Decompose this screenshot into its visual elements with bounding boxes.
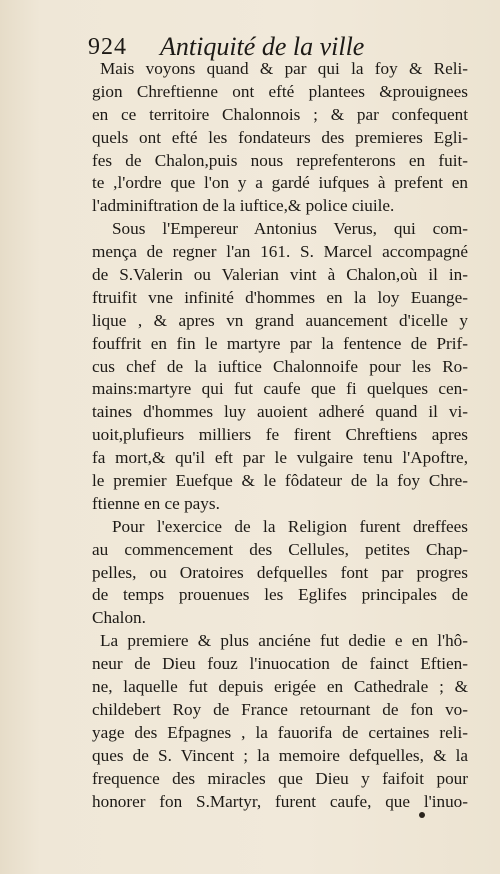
- text-line: yage des Efpagnes , la fauorifa de certaines reli-: [92, 722, 468, 742]
- text-line: l'adminiftration de la iuftice,& police ciuile.: [92, 196, 395, 216]
- text-line: Chalon.: [92, 608, 146, 628]
- text-line: de S.Valerin ou Valerian vint à Chalon,où il in-: [92, 265, 468, 285]
- text-line: Sous l'Empereur Antonius Verus, qui com-: [112, 219, 468, 239]
- text-line: uoit,plufieurs milliers fe firent Chreftiens apres: [92, 425, 468, 445]
- text-line: honorer fon S.Martyr, furent caufe, que l'inuo-: [92, 791, 468, 811]
- text-line: La premiere & plus anciéne fut dedie e en l'hô-: [100, 631, 468, 651]
- text-line: taines d'hommes luy auoient adheré quand il vi-: [92, 402, 468, 422]
- text-line: ftienne en ce pays.: [92, 493, 220, 513]
- text-line: Mais voyons quand & par qui la foy & Reli-: [100, 59, 468, 78]
- text-line: cus chef de la iuftice Chalonnoife pour les Ro-: [92, 356, 468, 376]
- text-line: Pour l'exercice de la Religion furent dreffees: [112, 516, 468, 536]
- text-line: ftruifit vne infinité d'hommes en la loy Euange-: [92, 287, 468, 307]
- text-line: quels ont efté les fondateurs des premieres Egli-: [92, 127, 468, 147]
- text-line: gion Chreftienne ont efté plantees &prouignees: [92, 81, 468, 101]
- text-line: de temps prouenues les Eglifes principales de: [92, 585, 468, 605]
- text-line: ques de S. Vincent ; la memoire defquelles, & la: [92, 745, 468, 765]
- text-line: frequence des miracles que Dieu y faifoit pour: [92, 768, 468, 788]
- text-line: lique , & apres vn grand auancement d'icelle y: [92, 310, 468, 330]
- text-line: pelles, ou Oratoires defquelles font par progres: [92, 562, 468, 582]
- running-title: Antiquité de la ville: [160, 32, 365, 61]
- text-line: childebert Roy de France retournant de fon vo-: [92, 699, 468, 719]
- text-line: mença de regner l'an 161. S. Marcel accompagné: [92, 242, 468, 262]
- text-line: fouffrit en fin le martyre par la fentence de Prif-: [92, 333, 468, 353]
- text-line: fa mort,& qu'il eft par le vulgaire tenu l'Apoftre,: [92, 448, 468, 468]
- body-text: [92, 58, 468, 813]
- ink-dot: [419, 812, 425, 818]
- text-line: fes de Chalon,puis nous reprefenterons en fuit-: [92, 150, 468, 170]
- text-line: ne, laquelle fut depuis erigée en Cathedrale ; &: [92, 677, 468, 697]
- text-line: neur de Dieu fouz l'inuocation de fainct Eftien-: [92, 654, 468, 674]
- text-line: le premier Euefque & le fôdateur de la foy Chre-: [92, 471, 468, 491]
- text-line: au commencement des Cellules, petites Chap-: [92, 539, 468, 559]
- text-line: en ce territoire Chalonnois ; & par confequent: [92, 104, 468, 124]
- text-line: mains:martyre qui fut caufe que fi quelques cen-: [92, 379, 468, 399]
- text-line: te ,l'ordre que l'on y a gardé iufques à prefent en: [92, 173, 468, 193]
- page-number: 924: [88, 34, 127, 60]
